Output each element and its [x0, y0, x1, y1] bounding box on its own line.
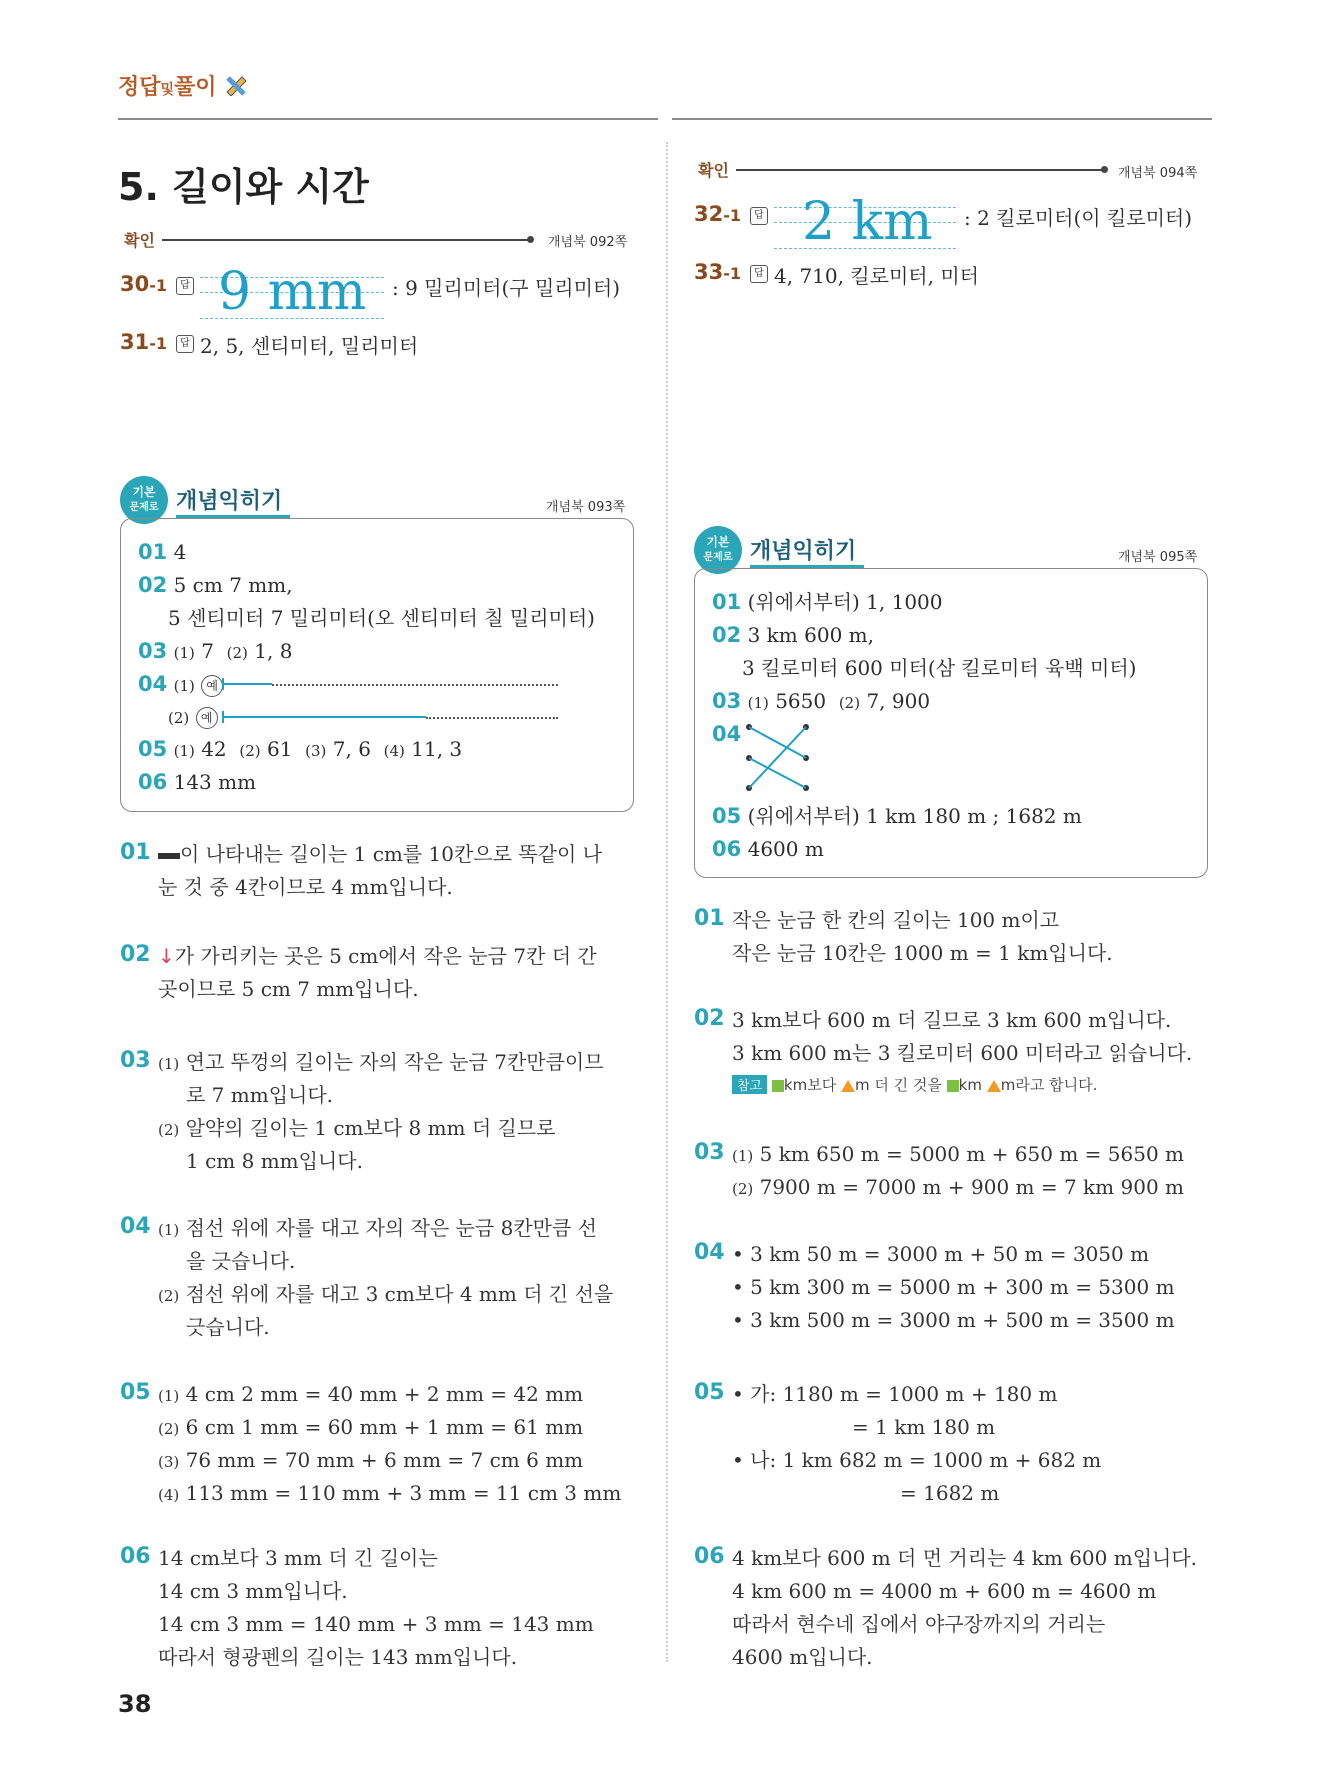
ex-04-line2: • 5 km 300 m = 5000 m + 300 m = 5300 m	[732, 1275, 1175, 1299]
box-item-06: 06 4600 m	[712, 837, 824, 861]
ex-06-line2: 14 cm 3 mm입니다.	[158, 1579, 348, 1603]
q30-number: 30-1	[120, 272, 168, 296]
brand-word2: 풀이	[174, 75, 217, 100]
ex-06-line1: 14 cm보다 3 mm 더 긴 길이는	[158, 1546, 438, 1570]
confirm-ref: 개념북 094쪽	[1118, 166, 1198, 181]
confirm-dot	[1101, 166, 1108, 173]
ex-05-line4: (4) 113 mm = 110 mm + 3 mm = 11 cm 3 mm	[158, 1481, 622, 1505]
ex-04-line3: • 3 km 500 m = 3000 m + 500 m = 3500 m	[732, 1308, 1175, 1332]
ex-03-line2: 로 7 mm입니다.	[186, 1083, 334, 1107]
brand-word: 정답	[118, 75, 161, 100]
box-item-02-line2: 3 킬로미터 600 미터(삼 킬로미터 육백 미터)	[742, 656, 1137, 680]
example-mark: 예	[196, 707, 218, 729]
answer-icon: 답	[176, 335, 194, 353]
ex-04-line4: 긋습니다.	[186, 1315, 270, 1339]
ex-04-line1: • 3 km 50 m = 3000 m + 50 m = 3050 m	[732, 1242, 1150, 1266]
box-item-05: 05 (1) 42 (2) 61 (3) 7, 6 (4) 11, 3	[138, 737, 463, 761]
ex-06-number: 06	[120, 1544, 151, 1569]
green-square-icon	[947, 1080, 959, 1092]
ex-03-line2: (2) 7900 m = 7000 m + 900 m = 7 km 900 m	[732, 1175, 1184, 1199]
q30-answer-text: : 9 밀리미터(구 밀리미터)	[392, 276, 621, 300]
confirm-rule	[736, 169, 1102, 171]
orange-triangle-icon	[987, 1080, 1001, 1092]
ex-04-line1: (1) 점선 위에 자를 대고 자의 작은 눈금 8칸만큼 선	[158, 1216, 597, 1240]
header-rule-left	[118, 118, 658, 120]
box-item-04: 04	[712, 722, 742, 746]
answer-icon: 답	[176, 277, 194, 295]
confirm-tag: 확인	[698, 161, 729, 180]
brand-title	[118, 70, 250, 102]
green-square-icon	[772, 1080, 784, 1092]
ex-01-number: 01	[694, 906, 725, 931]
reference-badge: 참고	[732, 1075, 767, 1094]
ex-03-number: 03	[694, 1140, 725, 1165]
box-item-01: 01 4	[138, 540, 187, 564]
box-item-01: 01 (위에서부터) 1, 1000	[712, 590, 943, 614]
column-divider	[666, 142, 668, 1662]
dotted-line-2	[426, 717, 558, 719]
box-item-04: 04 (1) 예	[138, 668, 223, 703]
ex-04-line2: 을 긋습니다.	[186, 1249, 296, 1273]
answer-icon: 답	[750, 265, 768, 283]
box-item-02-line2: 5 센티미터 7 밀리미터(오 센티미터 칠 밀리미터)	[168, 606, 595, 630]
box-item-03: 03 (1) 7 (2) 1, 8	[138, 639, 293, 663]
section-title: 개념익히기	[176, 489, 283, 514]
q32-number: 32-1	[694, 202, 742, 226]
ex-02-line1: ↓가 가리키는 곳은 5 cm에서 작은 눈금 7칸 더 간	[158, 944, 597, 968]
drawn-line-2	[224, 716, 426, 718]
chapter-title: 5. 길이와 시간	[118, 165, 369, 209]
q31-number: 31-1	[120, 330, 168, 354]
box-item-02: 02 3 km 600 m,	[712, 623, 874, 647]
q31-answer-text: 2, 5, 센티미터, 밀리미터	[200, 334, 419, 358]
ex-05-line4: = 1682 m	[900, 1481, 1000, 1505]
ex-03-line1: (1) 연고 뚜껑의 길이는 자의 작은 눈금 7칸만큼이므	[158, 1050, 604, 1074]
ex-02-line2: 곳이므로 5 cm 7 mm입니다.	[158, 977, 419, 1001]
ex-01-number: 01	[120, 840, 151, 865]
ex-06-line2: 4 km 600 m = 4000 m + 600 m = 4600 m	[732, 1579, 1157, 1603]
orange-triangle-icon	[841, 1080, 855, 1092]
section-ref: 개념북 093쪽	[546, 500, 626, 515]
matching-diagram	[744, 722, 814, 792]
bar-icon	[158, 853, 180, 859]
ex-02-number: 02	[120, 942, 151, 967]
ex-06-line3: 따라서 현수네 집에서 야구장까지의 거리는	[732, 1612, 1106, 1636]
section-ref: 개념북 095쪽	[1118, 550, 1198, 565]
ex-02-line2: 3 km 600 m는 3 킬로미터 600 미터라고 읽습니다.	[732, 1041, 1193, 1065]
ex-01-line1: 작은 눈금 한 칸의 길이는 100 m이고	[732, 908, 1060, 932]
ex-03-number: 03	[120, 1048, 151, 1073]
box-item-03: 03 (1) 5650 (2) 7, 900	[712, 689, 931, 713]
arrow-down-icon: ↓	[158, 944, 175, 968]
basic-badge: 기본 문제로	[694, 526, 742, 574]
ex-01-line2: 작은 눈금 10칸은 1000 m = 1 km입니다.	[732, 941, 1113, 965]
ex-02-line1: 3 km보다 600 m 더 길므로 3 km 600 m입니다.	[732, 1008, 1172, 1032]
drawn-line-1	[224, 683, 272, 685]
q30-handwritten-answer: 9 mm	[218, 262, 367, 322]
ex-05-line3: • 나: 1 km 682 m = 1000 m + 682 m	[732, 1448, 1102, 1472]
box-item-04-2: (2) 예	[168, 700, 218, 735]
q33-answer-text: 4, 710, 킬로미터, 미터	[774, 264, 979, 288]
pencil-ruler-icon	[224, 74, 250, 102]
ex-06-line3: 14 cm 3 mm = 140 mm + 3 mm = 143 mm	[158, 1612, 594, 1636]
confirm-dot	[527, 236, 534, 243]
section-title: 개념익히기	[750, 539, 857, 564]
ex-03-line1: (1) 5 km 650 m = 5000 m + 650 m = 5650 m	[732, 1142, 1184, 1166]
page-number: 38	[118, 1690, 152, 1718]
confirm-rule	[162, 239, 528, 241]
ex-03-line4: 1 cm 8 mm입니다.	[186, 1149, 363, 1173]
ex-05-number: 05	[694, 1380, 725, 1405]
ex-06-line4: 따라서 형광펜의 길이는 143 mm입니다.	[158, 1645, 518, 1669]
q32-answer-text: : 2 킬로미터(이 킬로미터)	[964, 206, 1193, 230]
confirm-ref: 개념북 092쪽	[548, 235, 628, 250]
ex-06-number: 06	[694, 1544, 725, 1569]
ex-04-line3: (2) 점선 위에 자를 대고 3 cm보다 4 mm 더 긴 선을	[158, 1282, 614, 1306]
ex-03-line3: (2) 알약의 길이는 1 cm보다 8 mm 더 길므로	[158, 1116, 556, 1140]
reference-note: 참고 km보다 m 더 긴 것을 km m라고 합니다.	[732, 1074, 1097, 1095]
ex-05-line1: • 가: 1180 m = 1000 m + 180 m	[732, 1382, 1058, 1406]
ex-05-number: 05	[120, 1380, 151, 1405]
ex-05-line1: (1) 4 cm 2 mm = 40 mm + 2 mm = 42 mm	[158, 1382, 584, 1406]
ex-04-number: 04	[694, 1240, 725, 1265]
ex-05-line2: = 1 km 180 m	[852, 1415, 996, 1439]
box-item-05: 05 (위에서부터) 1 km 180 m ; 1682 m	[712, 804, 1082, 828]
q32-handwritten-answer: 2 km	[802, 192, 933, 252]
box-item-06: 06 143 mm	[138, 770, 257, 794]
ex-01-line1: 이 나타내는 길이는 1 cm를 10칸으로 똑같이 나	[158, 838, 602, 871]
ex-04-number: 04	[120, 1214, 151, 1239]
ex-06-line4: 4600 m입니다.	[732, 1645, 873, 1669]
ex-05-line2: (2) 6 cm 1 mm = 60 mm + 1 mm = 61 mm	[158, 1415, 584, 1439]
ex-06-line1: 4 km보다 600 m 더 먼 거리는 4 km 600 m입니다.	[732, 1546, 1198, 1570]
box-item-02: 02 5 cm 7 mm,	[138, 573, 293, 597]
brand-small: 및	[160, 82, 175, 98]
ex-02-number: 02	[694, 1006, 725, 1031]
confirm-tag: 확인	[124, 231, 155, 250]
ex-05-line3: (3) 76 mm = 70 mm + 6 mm = 7 cm 6 mm	[158, 1448, 584, 1472]
example-mark: 예	[201, 675, 223, 697]
q33-number: 33-1	[694, 260, 742, 284]
dotted-line-1	[272, 684, 558, 686]
answer-icon: 답	[750, 207, 768, 225]
header-rule-right	[672, 118, 1212, 120]
basic-badge: 기본 문제로	[120, 476, 168, 524]
ex-01-line2: 눈 것 중 4칸이므로 4 mm입니다.	[158, 875, 453, 899]
